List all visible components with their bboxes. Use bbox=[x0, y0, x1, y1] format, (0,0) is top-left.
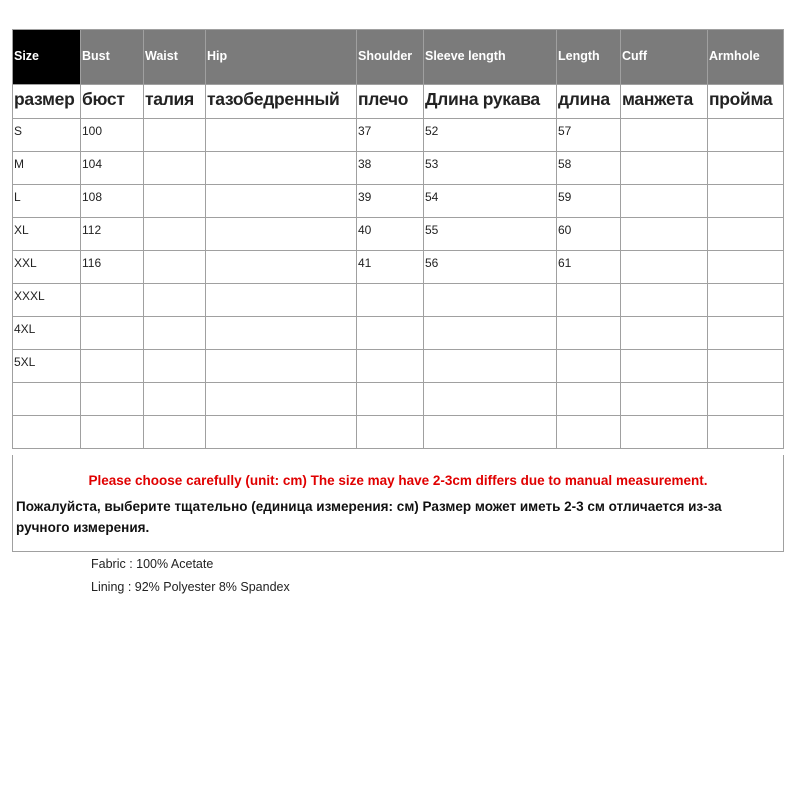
table-row-cell: XXL bbox=[13, 251, 81, 284]
table-row-cell bbox=[13, 383, 81, 416]
table-row-cell bbox=[81, 416, 144, 449]
table-row-cell bbox=[424, 317, 557, 350]
table-row-cell bbox=[621, 185, 708, 218]
table-row bbox=[13, 350, 784, 383]
table-row-cell bbox=[557, 350, 621, 383]
table-row bbox=[13, 119, 784, 152]
table-row-cell: 56 bbox=[424, 251, 557, 284]
header-row-russian-cell: тазобедренный bbox=[206, 85, 357, 119]
table-row-cell bbox=[206, 185, 357, 218]
table-row-cell bbox=[144, 185, 206, 218]
table-row-cell bbox=[144, 284, 206, 317]
table-row-cell: 40 bbox=[357, 218, 424, 251]
table-row-cell: 5XL bbox=[13, 350, 81, 383]
header-row-english-cell: Waist bbox=[144, 30, 206, 85]
header-row-russian bbox=[13, 85, 784, 119]
table-row-cell bbox=[424, 284, 557, 317]
table-row-cell bbox=[144, 416, 206, 449]
table-row bbox=[13, 416, 784, 449]
header-row-english-cell: Size bbox=[13, 30, 81, 85]
table-row-cell bbox=[621, 119, 708, 152]
header-row-russian-cell: пройма bbox=[708, 85, 784, 119]
table-row bbox=[13, 383, 784, 416]
table-row bbox=[13, 152, 784, 185]
table-row-cell bbox=[81, 317, 144, 350]
table-row-cell: 39 bbox=[357, 185, 424, 218]
table-row bbox=[13, 251, 784, 284]
table-row-cell: 38 bbox=[357, 152, 424, 185]
note-russian: Пожалуйста, выберите тщательно (единица измерения: см) Размер может иметь 2-3 см отличается из-за ручного измерения. bbox=[16, 499, 722, 535]
table-row-cell: 54 bbox=[424, 185, 557, 218]
table-row-cell bbox=[621, 218, 708, 251]
table-row-cell bbox=[357, 350, 424, 383]
table-row-cell bbox=[206, 416, 357, 449]
table-row-cell bbox=[621, 251, 708, 284]
table-row-cell bbox=[357, 383, 424, 416]
fabric-info: Fabric : 100% Acetate bbox=[91, 557, 214, 571]
table-row-cell bbox=[708, 218, 784, 251]
header-row-english-cell: Hip bbox=[206, 30, 357, 85]
header-row-english-cell: Sleeve length bbox=[424, 30, 557, 85]
table-row-cell: 58 bbox=[557, 152, 621, 185]
table-row-cell bbox=[81, 350, 144, 383]
table-row-cell bbox=[621, 152, 708, 185]
table-row-cell bbox=[557, 416, 621, 449]
note-english: Please choose carefully (unit: cm) The size may have 2-3cm differs due to manual measurement. bbox=[88, 473, 708, 488]
header-row-english-cell: Cuff bbox=[621, 30, 708, 85]
table-row-cell bbox=[621, 416, 708, 449]
table-row-cell bbox=[357, 416, 424, 449]
table-row-cell: 52 bbox=[424, 119, 557, 152]
table-row-cell bbox=[621, 383, 708, 416]
table-row-cell: S bbox=[13, 119, 81, 152]
table-row-cell bbox=[357, 284, 424, 317]
table-row-cell bbox=[424, 416, 557, 449]
table-row-cell bbox=[13, 416, 81, 449]
table-row bbox=[13, 317, 784, 350]
table-row-cell bbox=[81, 383, 144, 416]
table-row bbox=[13, 284, 784, 317]
table-row-cell bbox=[708, 284, 784, 317]
table-row-cell: M bbox=[13, 152, 81, 185]
table-row bbox=[13, 185, 784, 218]
header-row-russian-cell: талия bbox=[144, 85, 206, 119]
table-row-cell: XL bbox=[13, 218, 81, 251]
table-row-cell bbox=[708, 251, 784, 284]
table-row-cell: 104 bbox=[81, 152, 144, 185]
table-row-cell bbox=[557, 284, 621, 317]
header-row-russian-cell: манжета bbox=[621, 85, 708, 119]
header-row-russian-cell: плечо bbox=[357, 85, 424, 119]
table-row-cell: 41 bbox=[357, 251, 424, 284]
table-row-cell bbox=[206, 218, 357, 251]
table-row-cell: 112 bbox=[81, 218, 144, 251]
header-row-english bbox=[13, 30, 784, 85]
table-row-cell bbox=[621, 284, 708, 317]
table-row-cell bbox=[557, 317, 621, 350]
table-row-cell bbox=[708, 119, 784, 152]
header-row-russian-cell: бюст bbox=[81, 85, 144, 119]
table-row-cell: 100 bbox=[81, 119, 144, 152]
table-row-cell bbox=[708, 350, 784, 383]
table-row-cell bbox=[144, 119, 206, 152]
table-row-cell: 37 bbox=[357, 119, 424, 152]
table-row-cell: XXXL bbox=[13, 284, 81, 317]
table-row-cell bbox=[144, 317, 206, 350]
table-row-cell: 60 bbox=[557, 218, 621, 251]
size-chart-table bbox=[12, 29, 784, 449]
table-row-cell: 55 bbox=[424, 218, 557, 251]
table-row-cell bbox=[708, 152, 784, 185]
measurement-note bbox=[12, 455, 784, 552]
table-row bbox=[13, 218, 784, 251]
size-chart-body bbox=[13, 30, 784, 449]
header-row-russian-cell: Длина рукава bbox=[424, 85, 557, 119]
table-row-cell: L bbox=[13, 185, 81, 218]
header-row-russian-cell: размер bbox=[13, 85, 81, 119]
table-row-cell bbox=[206, 317, 357, 350]
table-row-cell bbox=[206, 152, 357, 185]
table-row-cell bbox=[557, 383, 621, 416]
table-row-cell bbox=[206, 383, 357, 416]
table-row-cell bbox=[206, 119, 357, 152]
table-row-cell bbox=[144, 218, 206, 251]
table-row-cell bbox=[144, 251, 206, 284]
table-row-cell bbox=[708, 317, 784, 350]
header-row-english-cell: Length bbox=[557, 30, 621, 85]
table-row-cell bbox=[708, 383, 784, 416]
table-row-cell bbox=[144, 152, 206, 185]
header-row-english-cell: Bust bbox=[81, 30, 144, 85]
table-row-cell bbox=[621, 317, 708, 350]
header-row-russian-cell: длина bbox=[557, 85, 621, 119]
table-row-cell bbox=[206, 251, 357, 284]
table-row-cell: 108 bbox=[81, 185, 144, 218]
table-row-cell: 57 bbox=[557, 119, 621, 152]
table-row-cell bbox=[708, 416, 784, 449]
header-row-english-cell: Armhole bbox=[708, 30, 784, 85]
lining-info: Lining : 92% Polyester 8% Spandex bbox=[91, 580, 290, 594]
table-row-cell bbox=[357, 317, 424, 350]
header-row-english-cell: Shoulder bbox=[357, 30, 424, 85]
table-row-cell bbox=[206, 350, 357, 383]
table-row-cell: 53 bbox=[424, 152, 557, 185]
table-row-cell bbox=[621, 350, 708, 383]
table-row-cell bbox=[144, 383, 206, 416]
table-row-cell bbox=[708, 185, 784, 218]
table-row-cell bbox=[144, 350, 206, 383]
table-row-cell: 59 bbox=[557, 185, 621, 218]
table-row-cell: 116 bbox=[81, 251, 144, 284]
table-row-cell bbox=[424, 350, 557, 383]
table-row-cell bbox=[81, 284, 144, 317]
table-row-cell: 61 bbox=[557, 251, 621, 284]
table-row-cell: 4XL bbox=[13, 317, 81, 350]
table-row-cell bbox=[206, 284, 357, 317]
table-row-cell bbox=[424, 383, 557, 416]
